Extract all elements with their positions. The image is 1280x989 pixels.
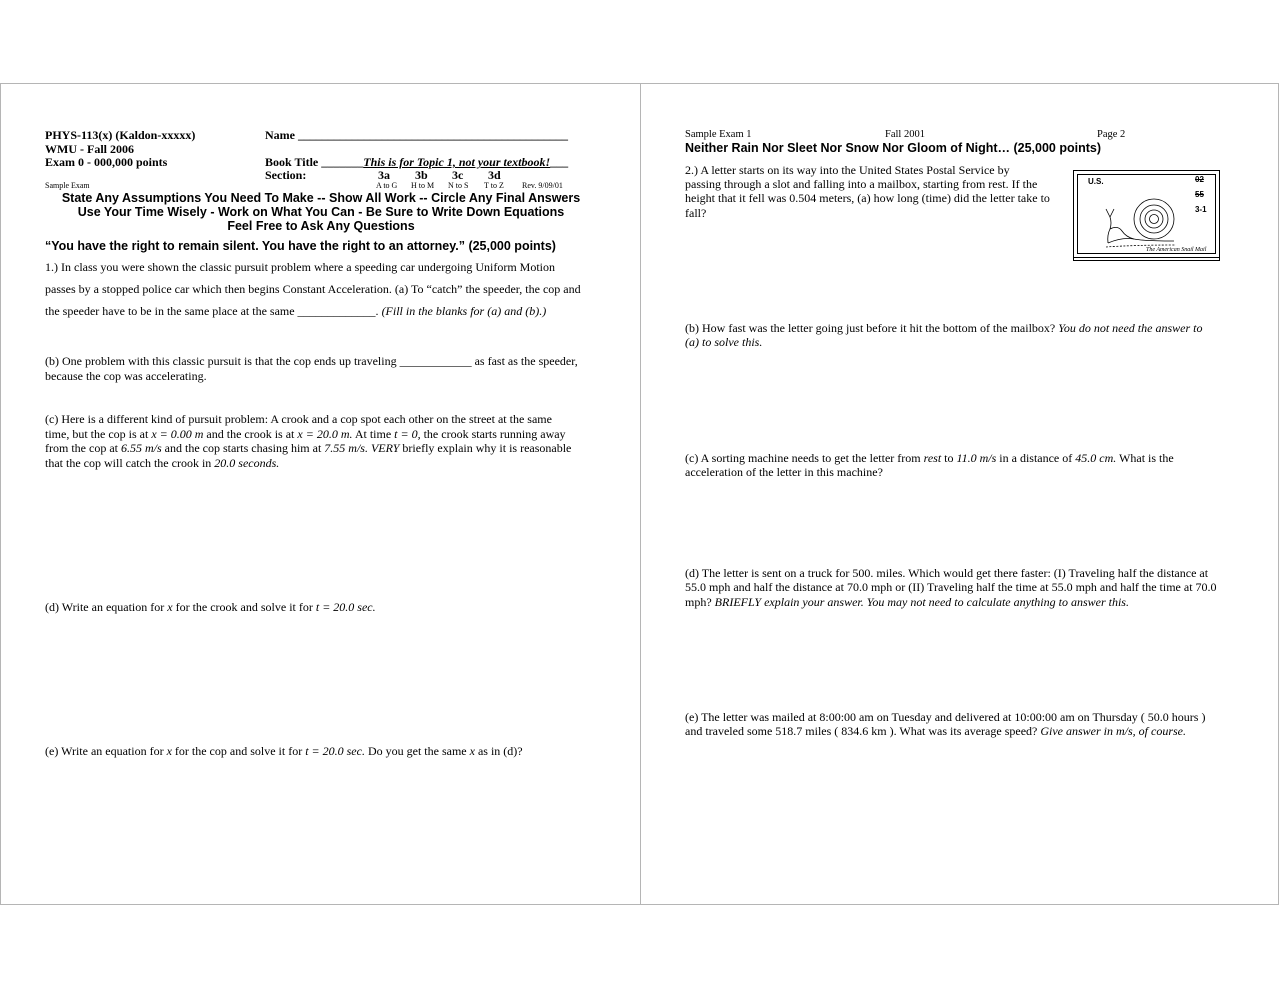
section-3b-range: H to M <box>411 181 435 190</box>
var-x: x <box>166 744 172 758</box>
text: that the cop will catch the crook in <box>45 456 215 470</box>
problem-2e-line-2 <box>685 724 1186 739</box>
time-zero: t = 0, <box>394 427 421 441</box>
book-label: Book Title <box>265 155 319 169</box>
text: time, but the cop is at <box>45 427 152 441</box>
hint: BRIEFLY explain your answer. You may not need to calculate anything to answer this. <box>714 595 1129 609</box>
problem-2c-line-2: acceleration of the letter in this machine? <box>685 465 883 479</box>
text: (e) Write an equation for <box>45 744 167 758</box>
problem-1-title: “You have the right to remain silent. You have the right to an attorney.” (25,000 points) <box>45 239 556 253</box>
name-field[interactable] <box>265 128 568 143</box>
section-3c-range: N to S <box>448 181 469 190</box>
problem-1c-line-3 <box>45 441 571 456</box>
section-3b[interactable]: 3b <box>415 168 428 182</box>
exam-points: Exam 0 - 000,000 points <box>45 155 168 169</box>
name-label: Name <box>265 128 295 142</box>
problem-2-line-1: 2.) A letter starts on its way into the United States Postal Service by <box>685 163 1010 177</box>
snail-stamp-image <box>1073 170 1220 261</box>
var-x: x <box>469 744 475 758</box>
problem-1-line-1: 1.) In class you were shown the classic pursuit problem where a speeding car undergoing Uniform Motion <box>45 260 555 274</box>
book-blank-pre: _______ <box>321 155 364 169</box>
snail-icon <box>1104 195 1184 251</box>
problem-2c-line-1 <box>685 451 1174 466</box>
problem-2b-line-1 <box>685 321 1202 336</box>
crook-speed: 6.55 m/s <box>120 441 162 455</box>
hint: (a) to solve this. <box>685 335 763 349</box>
problem-1a-text: the speeder have to be in the same place at the same _____________. <box>45 304 379 318</box>
instructions-line-3: Feel Free to Ask Any Questions <box>227 219 415 233</box>
instructions-line-2: Use Your Time Wisely - Work on What You Can - Be Sure to Write Down Equations <box>77 205 565 219</box>
text: and traveled some 518.7 miles ( 834.6 km ). What was its average speed? <box>685 724 1041 738</box>
text: and the crook is at <box>203 427 298 441</box>
text: Do you get the same <box>364 744 470 758</box>
hint: Give answer in m/s, of course. <box>1040 724 1186 738</box>
problem-1-instruction: (Fill in the blanks for (a) and (b).) <box>381 304 547 318</box>
problem-2-line-4: fall? <box>685 206 707 220</box>
problem-2e-line-1: (e) The letter was mailed at 8:00:00 am on Tuesday and delivered at 10:00:00 am on Thursday ( 50.0 hours ) <box>685 710 1206 724</box>
text: (d) Write an equation for <box>45 600 168 614</box>
section-3a-range: A to G <box>376 181 398 190</box>
text: for the cop and solve it for <box>171 744 306 758</box>
hint: You do not need the answer to <box>1058 321 1203 335</box>
time-value: t = 20.0 sec. <box>305 744 365 758</box>
problem-1c-line-2 <box>45 427 566 442</box>
problem-1-line-3 <box>45 304 546 319</box>
school-term: WMU - Fall 2006 <box>45 142 134 156</box>
text: in a distance of <box>996 451 1076 465</box>
problem-2-title: Neither Rain Nor Sleet Nor Snow Nor Gloom of Night… (25,000 points) <box>685 141 1102 155</box>
final-speed: 11.0 m/s <box>956 451 997 465</box>
rest: rest <box>923 451 942 465</box>
stamp-value-bot: 3-1 <box>1195 205 1207 214</box>
time-value: t = 20.0 sec. <box>315 600 376 614</box>
text: briefly explain why it is reasonable <box>399 441 572 455</box>
text: What is the <box>1116 451 1174 465</box>
page-number: Page 2 <box>1097 129 1126 140</box>
problem-1c-line-1: (c) Here is a different kind of pursuit problem: A crook and a cop spot each other on the street at the same <box>45 412 552 426</box>
emphasis: VERY <box>370 441 400 455</box>
problem-1b-line-2: because the cop was accelerating. <box>45 369 207 383</box>
stamp-value-top: 02 <box>1195 175 1204 184</box>
sample-label: Sample Exam <box>45 181 90 190</box>
stamp-value-mid: 55 <box>1195 190 1204 199</box>
crook-position: x = 20.0 m. <box>297 427 353 441</box>
section-3d-range: T to Z <box>484 181 504 190</box>
problem-2b-line-2 <box>685 335 762 350</box>
page-header-left: Sample Exam 1 <box>685 129 752 140</box>
section-3c[interactable]: 3c <box>452 168 464 182</box>
problem-1-line-2: passes by a stopped police car which then begins Constant Acceleration. (a) To “catch” the speeder, the cop and <box>45 282 581 296</box>
text: mph? <box>685 595 715 609</box>
stamp-country: U.S. <box>1088 177 1104 186</box>
section-3a[interactable]: 3a <box>378 168 390 182</box>
page-divider <box>640 84 641 904</box>
problem-1d <box>45 600 376 615</box>
cop-speed: 7.55 m/s. <box>324 441 368 455</box>
text: and the cop starts chasing him at <box>161 441 325 455</box>
problem-1e <box>45 744 523 759</box>
problem-2-line-3: height that it fell was 0.504 meters, (a) how long (time) did the letter take to <box>685 191 1050 205</box>
stamp-caption: The American Snail Mail <box>1146 247 1207 253</box>
text: for the crook and solve it for <box>172 600 316 614</box>
problem-1c-line-4 <box>45 456 279 471</box>
page-header-center: Fall 2001 <box>885 129 925 140</box>
section-3d[interactable]: 3d <box>488 168 501 182</box>
text: (c) A sorting machine needs to get the letter from <box>685 451 924 465</box>
stamp-rule <box>1074 257 1219 258</box>
instructions-line-1: State Any Assumptions You Need To Make -- Show All Work -- Circle Any Final Answers <box>61 191 581 205</box>
var-x: x <box>167 600 173 614</box>
problem-2d-line-2: 55.0 mph and half the distance at 70.0 mph or (II) Traveling half the time at 55.0 mph and half the time at 70.0 <box>685 580 1217 594</box>
revision-date: Rev. 9/09/01 <box>522 181 563 190</box>
problem-2-line-2: passing through a slot and falling into a mailbox, starting from rest. If the <box>685 177 1038 191</box>
book-title-value: This is for Topic 1, not your textbook! <box>363 155 551 169</box>
name-blank: _____________________________________________ <box>298 128 568 142</box>
text: (b) How fast was the letter going just before it hit the bottom of the mailbox? <box>685 321 1059 335</box>
text: the crook starts running away <box>420 427 566 441</box>
section-label: Section: <box>265 168 307 182</box>
problem-2d-line-3 <box>685 595 1129 610</box>
problem-2d-line-1: (d) The letter is sent on a truck for 500. miles. Which would get there faster: (I) Traveling half the distance at <box>685 566 1209 580</box>
problem-1b-line-1: (b) One problem with this classic pursuit is that the cop ends up traveling ____________ as fast as the speeder, <box>45 354 578 368</box>
text: from the cop at <box>45 441 121 455</box>
text: to <box>941 451 957 465</box>
course-code: PHYS-113(x) (Kaldon-xxxxx) <box>45 128 196 142</box>
distance: 45.0 cm. <box>1075 451 1117 465</box>
text: as in (d)? <box>474 744 523 758</box>
cop-position: x = 0.00 m <box>151 427 204 441</box>
text: At time <box>352 427 395 441</box>
catch-time: 20.0 seconds. <box>214 456 280 470</box>
book-blank-post: ___ <box>550 155 569 169</box>
